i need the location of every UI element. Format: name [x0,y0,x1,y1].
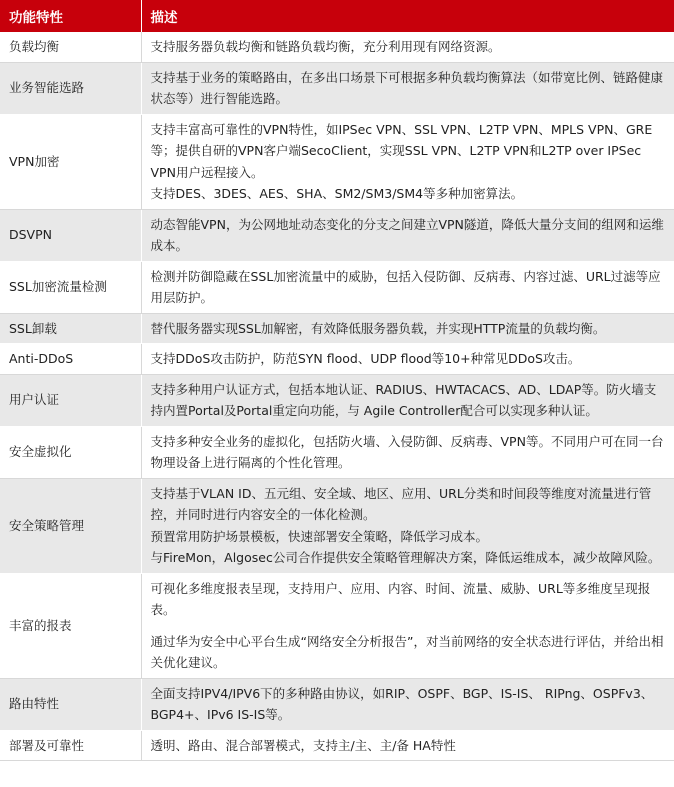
description-cell [141,573,674,678]
feature-cell: 业务智能选路 [0,62,141,114]
description-cell [141,114,674,209]
description-paragraph: 可视化多维度报表呈现，支持用户、应用、内容、时间、流量、威胁、URL等多维度呈现报表。 [150,580,651,617]
description-cell [141,426,674,478]
description-cell [141,261,674,313]
description-cell [141,32,674,62]
description-paragraph: 动态智能VPN，为公网地址动态变化的分支之间建立VPN隧道，降低大量分支间的组网和运维成本。 [150,216,664,253]
description-paragraph: 支持服务器负载均衡和链路负载均衡，充分利用现有网络资源。 [150,39,501,54]
feature-cell: SSL卸载 [0,313,141,344]
description-cell [141,209,674,261]
header-description: 描述 [141,0,674,32]
description-paragraph: 替代服务器实现SSL加解密，有效降低服务器负载，并实现HTTP流量的负载均衡。 [150,320,606,336]
table-row [0,313,674,344]
description-paragraph: 预置常用防护场景模板，快速部署安全策略，降低学习成本。 [150,528,489,544]
feature-cell: DSVPN [0,209,141,261]
feature-cell: 路由特性 [0,678,141,730]
table-row [0,32,674,62]
description-paragraph: 透明、路由、混合部署模式，支持主/主、主/备 HA特性 [150,737,456,753]
feature-cell: Anti-DDoS [0,344,141,375]
table-row [0,426,674,478]
feature-cell: 部署及可靠性 [0,730,141,761]
feature-cell: SSL加密流量检测 [0,261,141,313]
table-body [0,32,674,761]
table-header-row [0,0,674,32]
description-paragraph: 检测并防御隐藏在SSL加密流量中的威胁，包括入侵防御、反病毒、内容过滤、URL过滤等应用层防护。 [150,268,661,305]
description-cell [141,62,674,114]
feature-cell: 安全策略管理 [0,478,141,573]
table-row [0,261,674,313]
table-row [0,209,674,261]
description-paragraph: 支持DDoS攻击防护，防范SYN flood、UDP flood等10+种常见DDoS攻击。 [150,351,581,366]
header-feature: 功能特性 [0,0,141,32]
description-paragraph: 支持基于VLAN ID、五元组、安全域、地区、应用、URL分类和时间段等维度对流量进行管控，并同时进行内容安全的一体化检测。 [150,485,652,522]
description-cell [141,344,674,375]
table-row [0,344,674,375]
description-paragraph: 与FireMon，Algosec公司合作提供安全策略管理解决方案，降低运维成本，减少故障风险。 [150,550,661,565]
description-cell [141,313,674,344]
description-cell [141,478,674,573]
table-row [0,730,674,761]
table-row [0,678,674,730]
table-row [0,573,674,678]
description-paragraph: 支持DES、3DES、AES、SHA、SM2/SM3/SM4等多种加密算法。 [150,186,524,201]
description-paragraph: 通过华为安全中心平台生成“网络安全分析报告”，对当前网络的安全状态进行评估，并给出相关优化建议。 [150,633,664,670]
table-row [0,478,674,573]
table-row [0,62,674,114]
description-paragraph: 支持基于业务的策略路由，在多出口场景下可根据多种负载均衡算法（如带宽比例、链路健康状态等）进行智能选路。 [150,69,664,106]
feature-cell: 用户认证 [0,374,141,426]
feature-cell: 丰富的报表 [0,573,141,678]
feature-cell: 安全虚拟化 [0,426,141,478]
description-paragraph: 全面支持IPV4/IPV6下的多种路由协议，如RIP、OSPF、BGP、IS-IS、 RIPng、OSPFv3、BGP4+、IPv6 IS-IS等。 [150,685,654,722]
table-row [0,374,674,426]
paragraph-gap [151,621,666,631]
description-cell [141,730,674,761]
description-cell [141,374,674,426]
description-paragraph: 支持多种用户认证方式，包括本地认证、RADIUS、HWTACACS、AD、LDAP等。防火墙支持内置Portal及Portal重定向功能，与 Agile Controller配合可以实现多种认证。 [150,381,657,418]
description-paragraph: 支持丰富高可靠性的VPN特性，如IPSec VPN、SSL VPN、L2TP VPN、MPLS VPN、GRE等；提供自研的VPN客户端SecoClient，实现SSL VPN、L2TP VPN和L2TP over IPSec VPN用户远程接入。 [150,121,653,180]
description-paragraph: 支持多种安全业务的虚拟化，包括防火墙、入侵防御、反病毒、VPN等。不同用户可在同一台物理设备上进行隔离的个性化管理。 [150,433,664,470]
feature-cell: VPN加密 [0,114,141,209]
description-cell [141,678,674,730]
table-row [0,114,674,209]
feature-cell: 负载均衡 [0,32,141,62]
